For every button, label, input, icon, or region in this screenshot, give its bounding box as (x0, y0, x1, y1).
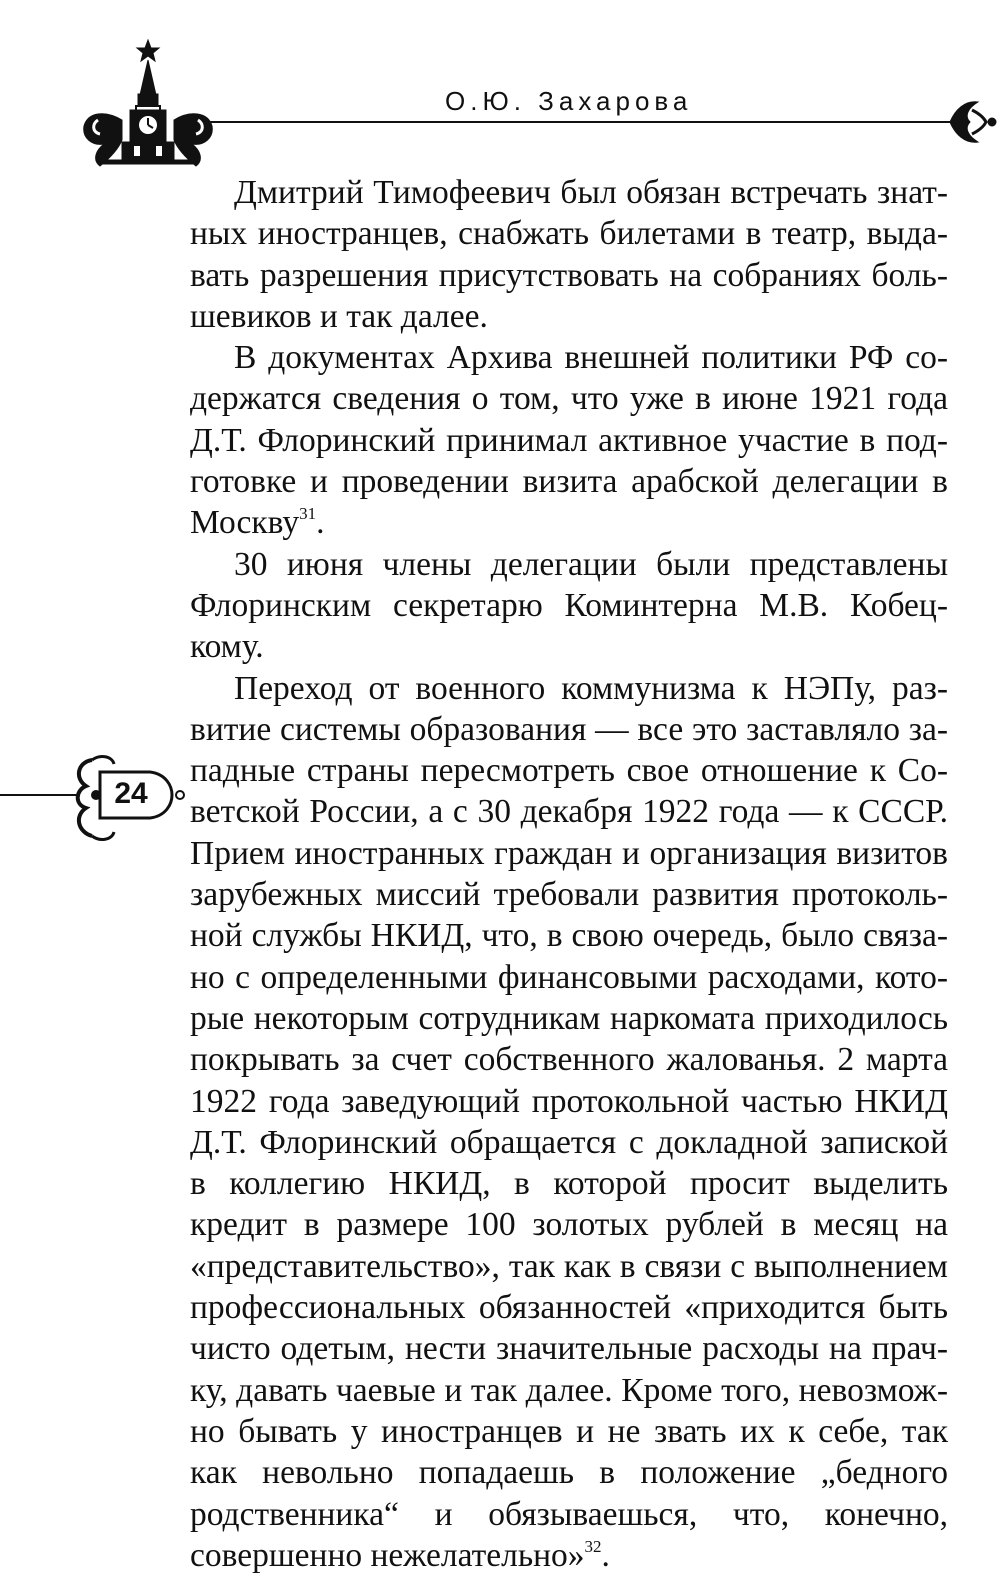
paragraph-4 (190, 668, 948, 1576)
kremlin-tower-icon (84, 40, 213, 166)
paragraph-2-tail: . (316, 504, 325, 542)
running-header (0, 0, 1000, 190)
paragraph-3-text: 30 июня члены делегации были представлены Флоринским секретарю Коминтерна М.В. Кобецкому. (190, 545, 948, 666)
paragraph-4-text: Переход от военного коммунизма к НЭПу, развитие системы образования — все это заставляло западные страны пересмотреть свое отношение к Советской России, а с 30 декабря 1922 года — к СССР. Прием иностранных граждан и организация визитов зарубежных миссий требовали развития протокольной службы НКИД, что, в свою очередь, было связано с определенными финансовыми расходами, которые некоторым сотрудникам наркомата приходилось покрывать за счет собственного жалованья. 2 марта 1922 года заведующий протокольной частью НКИД Д.Т. Флоринский обращается с докладной запиской в коллегию НКИД, в которой просит выделить кредит в размере 100 золотых рублей в месяц на «представительство», так как в связи с выполнением профессиональных обязанностей «приходится быть чисто одетым, нести значительные расходы на прачку, давать чаевые и так далее. Кроме того, невозможно бывать у иностранцев и не звать их к себе, так как невольно попадаешь в положение „бедного родственника“ и обязываешься, что, конечно, совершенно нежелательно» (190, 669, 948, 1574)
footnote-ref-32: 32 (584, 1536, 602, 1556)
paragraph-2 (190, 337, 948, 543)
paragraph-1 (190, 172, 948, 337)
paragraph-2-text: В документах Архива внешней политики РФ содержатся сведения о том, что уже в июне 1921 года Д.Т. Флоринский принимал активное участие в подготовке и проведении визита арабской делегации в Москву (190, 339, 948, 542)
running-header-author: О.Ю. Захарова (445, 86, 693, 116)
footnote-ref-31: 31 (299, 504, 317, 524)
paragraph-4-tail: . (601, 1536, 610, 1574)
body-text (190, 172, 948, 1576)
paragraph-1-text: Дмитрий Тимофеевич был обязан встречать знатных иностранцев, снабжать билетами в театр, выдавать разрешения присутствовать на собраниях большевиков и так далее. (190, 174, 948, 335)
page-number: 24 (114, 777, 148, 810)
paragraph-3 (190, 544, 948, 668)
page-number-frame (0, 738, 190, 858)
scroll-flourish-icon (950, 102, 996, 143)
